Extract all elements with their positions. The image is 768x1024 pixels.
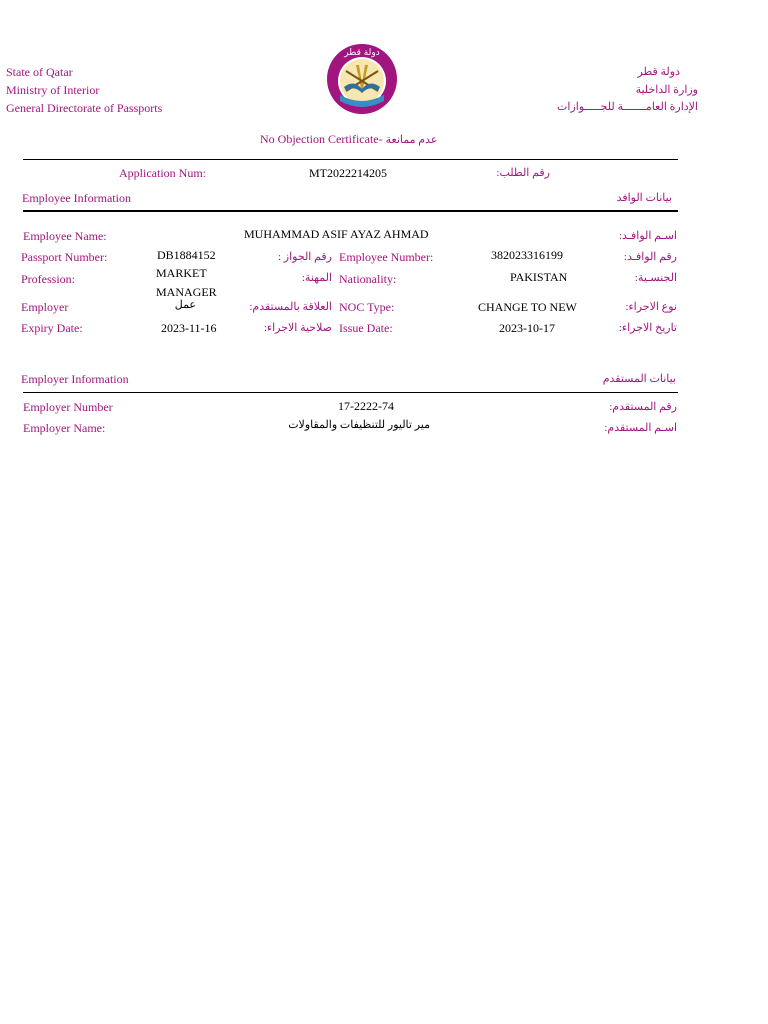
divider-top <box>23 159 678 160</box>
divider-employer <box>23 392 678 393</box>
employee-number-value: 382023316199 <box>491 248 563 262</box>
passport-label: Passport Number: <box>21 250 108 264</box>
header-directorate: General Directorate of Passports <box>6 101 163 115</box>
issue-date-label: Issue Date: <box>339 321 393 335</box>
application-value: MT2022214205 <box>309 166 387 180</box>
header-directorate-ar: الإدارة العامـــــــة للجـــــوازات <box>557 101 698 113</box>
passport-value: DB1884152 <box>157 248 216 262</box>
nationality-label-ar: الجنسـية: <box>634 272 677 284</box>
header-ministry-ar: وزارة الداخلية <box>635 84 698 96</box>
profession-label: Profession: <box>21 272 75 286</box>
issue-date-label-ar: تاريخ الاجراء: <box>618 322 677 334</box>
issue-date-value: 2023-10-17 <box>499 321 555 335</box>
header-ministry: Ministry of Interior <box>6 83 100 97</box>
noc-type-value: CHANGE TO NEW <box>478 300 577 314</box>
employer-relation-label-ar: العلاقة بالمستقدم: <box>249 301 332 313</box>
divider-employee <box>23 210 678 212</box>
qatar-emblem <box>326 43 398 115</box>
page-title <box>260 132 437 147</box>
nationality-value: PAKISTAN <box>510 270 568 284</box>
employee-number-label: Employee Number: <box>339 250 434 264</box>
profession-label-ar: المهنة: <box>301 272 332 284</box>
employer-name-label: Employer Name: <box>23 421 106 435</box>
profession-value-line1: MARKET <box>156 266 207 280</box>
profession-value-line2: MANAGER <box>156 285 217 299</box>
noc-type-label: NOC Type: <box>339 300 395 314</box>
employer-section-title-ar: بيانات المستقدم <box>602 373 676 385</box>
employee-section-title: Employee Information <box>22 191 131 205</box>
title-ar: عدم ممانعة <box>385 134 438 146</box>
expiry-date-label-ar: صلاحية الاجراء: <box>263 322 332 334</box>
nationality-label: Nationality: <box>339 272 397 286</box>
employer-number-label-ar: رقم المستقدم: <box>609 401 677 413</box>
noc-type-label-ar: نوع الاجراء: <box>625 301 677 313</box>
employer-relation-label: Employer <box>21 300 69 314</box>
employer-name-label-ar: اسـم المستقدم: <box>604 422 677 434</box>
employer-number-label: Employer Number <box>23 400 113 414</box>
employer-relation-value: عمل <box>174 299 196 311</box>
header-state: State of Qatar <box>6 65 73 79</box>
employee-number-label-ar: رقم الوافـد: <box>623 251 677 263</box>
employee-name-label: Employee Name: <box>23 229 107 243</box>
employer-section-title: Employer Information <box>21 372 129 386</box>
svg-text:دولة قطر: دولة قطر <box>344 48 380 58</box>
expiry-date-value: 2023-11-16 <box>161 321 217 335</box>
employee-name-label-ar: اسـم الوافـد: <box>618 230 677 242</box>
employee-name-value: MUHAMMAD ASIF AYAZ AHMAD <box>244 227 429 241</box>
application-label: Application Num: <box>119 166 206 180</box>
header-state-ar: دولة قطر <box>637 66 680 78</box>
employee-section-title-ar: بيانات الوافد <box>616 192 672 204</box>
passport-label-ar: رقم الجواز : <box>277 251 332 263</box>
application-label-ar: رقم الطلب: <box>496 167 550 179</box>
employer-number-value: 17-2222-74 <box>338 399 394 413</box>
employer-name-value: مير تاليور للتنظيفات والمقاولات <box>288 419 430 431</box>
expiry-date-label: Expiry Date: <box>21 321 83 335</box>
title-en: No Objection Certificate- <box>260 132 383 146</box>
